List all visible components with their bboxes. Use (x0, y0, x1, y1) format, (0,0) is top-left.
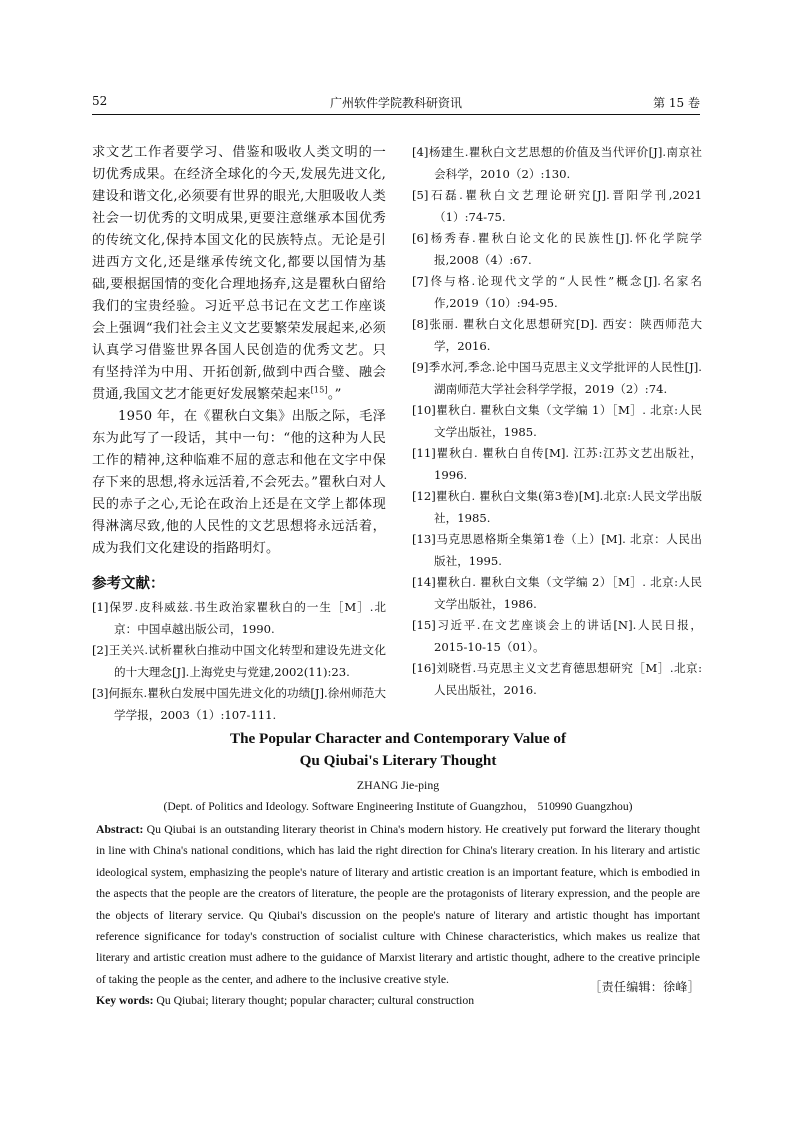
paragraph-1-end: 。” (327, 387, 342, 402)
reference-item: [14]瞿秋白. 瞿秋白文集（文学编 2）［M］. 北京:人民文学出版社，1986. (412, 575, 702, 611)
english-abstract (96, 819, 700, 990)
page-header (92, 94, 700, 112)
header-rule (92, 114, 700, 115)
reference-item: [11]瞿秋白. 瞿秋白自传[M]. 江苏:江苏文艺出版社，1996. (412, 446, 702, 482)
english-title-line-1: The Popular Character and Contemporary Value of (229, 730, 567, 747)
reference-item: [15]习近平.在文艺座谈会上的讲话[N].人民日报，2015-10-15（01）。 (412, 618, 702, 654)
reference-item: [8]张丽. 瞿秋白文化思想研究[D]. 西安：陕西师范大学，2016. (412, 317, 702, 353)
reference-item: [12]瞿秋白. 瞿秋白文集(第3卷)[M].北京:人民文学出版社，1985. (412, 489, 702, 525)
page-number: 52 (92, 94, 108, 108)
reference-item: [1]保罗.皮科威兹.书生政治家瞿秋白的一生［M］.北京：中国卓越出版公司，1990. (92, 600, 386, 636)
abstract-text: Qu Qiubai is an outstanding literary theorist in China's modern history. He creatively put forward the literary thought in line with China's national conditions, which has laid the right direction for China's literary creation. In his literary and artistic ideological system, emphasizing the people's nature of literary and artistic creation is an important feature, which is embodied in the aspects that the people are the creators of literature, the people are the protagonists of literary expression, and the people are the objects of literary service. Qu Qiubai's discussion on the people's nature of literary and artistic thought has important reference significance for today's construction of socialist culture with Chinese characteristics, which makes us realize that literary and artistic creation must adhere to the guidance of Marxist literary and artistic thought, adhere to the creative principle of taking the people as the center, and adhere to the inclusive creative style. (96, 823, 700, 986)
body-paragraph-2 (92, 406, 386, 560)
journal-title: 广州软件学院教科研资讯 (329, 96, 462, 110)
reference-item: [2]王关兴.试析瞿秋白推动中国文化转型和建设先进文化的十大理念[J].上海党史与党建,2002(11):23. (92, 643, 386, 679)
keywords-label: Key words: (96, 994, 154, 1008)
references-title: 参考文献： (92, 576, 165, 592)
english-affiliation: (Dept. of Politics and Ideology. Software Engineering Institute of Guangzhou， 510990 Guangzhou) (163, 800, 633, 813)
citation-15: [15] (310, 385, 328, 395)
reference-item: [5]石磊.瞿秋白文艺理论研究[J].晋阳学刊,2021（1）:74-75. (412, 188, 702, 224)
reference-item: [16]刘晓哲.马克思主义文艺育德思想研究［M］.北京:人民出版社，2016. (412, 661, 702, 697)
paragraph-2-text: 1950 年，在《瞿秋白文集》出版之际，毛泽东为此写了一段话，其中一句：“他的这种为人民工作的精神,这种临难不屈的意志和他在文字中保存下来的思想,将永远活着,不会死去。”瞿秋白对人民的赤子之心,无论在政治上还是在文学上都体现得淋漓尽致,他的人民性的文艺思想将永远活着，成为我们文化建设的指路明灯。 (92, 409, 386, 556)
body-paragraph-1 (92, 142, 386, 406)
reference-item: [13]马克思恩格斯全集第1卷（上）[M]. 北京：人民出版社，1995. (412, 532, 702, 568)
right-column (412, 142, 702, 701)
reference-item: [9]季水河,季念.论中国马克思主义文学批评的人民性[J].湖南师范大学社会科学学报，2019（2）:74. (412, 360, 702, 396)
english-abstract-block (96, 728, 700, 1011)
abstract-label: Abstract: (96, 823, 144, 836)
reference-item: [4]杨建生.瞿秋白文艺思想的价值及当代评价[J].南京社会科学，2010（2）:130. (412, 145, 702, 181)
left-column (92, 142, 386, 726)
reference-item: [7]佟与格.论现代文学的“人民性”概念[J].名家名作,2019（10）:94-95. (412, 274, 702, 310)
reference-item: [10]瞿秋白. 瞿秋白文集（文学编 1）［M］. 北京:人民文学出版社，1985. (412, 403, 702, 439)
reference-item: [3]何振东.瞿秋白发展中国先进文化的功绩[J].徐州师范大学学报，2003（1）:107-111. (92, 686, 386, 722)
keywords-text: Qu Qiubai; literary thought; popular character; cultural construction (156, 994, 475, 1008)
reference-item: [6]杨秀春.瞿秋白论文化的民族性[J].怀化学院学报,2008（4）:67. (412, 231, 702, 267)
volume-label: 第 15 卷 (653, 96, 700, 110)
english-author: ZHANG Jie-ping (356, 778, 440, 792)
paragraph-1-text: 求文艺工作者要学习、借鉴和吸收人类文明的一切优秀成果。在经济全球化的今天,发展先进文化,建设和谐文化,必须要有世界的眼光,大胆吸收人类社会一切优秀的文明成果,更要注意继承本国优秀的传统文化,保持本国文化的民族特点。无论是引进西方文化,还是继承传统文化,都要以国情为基础,要根据国情的变化合理地扬弃,这是瞿秋白留给我们的宝贵经验。习近平总书记在文艺工作座谈会上强调“我们社会主义文艺要繁荣发展起来,必须认真学习借鉴世界各国人民创造的优秀文艺。只有坚持洋为中用、开拓创新,做到中西合璧、融会贯通,我国文艺才能更好发展繁荣起来 (92, 145, 386, 402)
responsible-editor: ［责任编辑：徐峰］ (589, 980, 700, 994)
english-title-line-2: Qu Qiubai's Literary Thought (299, 752, 497, 769)
